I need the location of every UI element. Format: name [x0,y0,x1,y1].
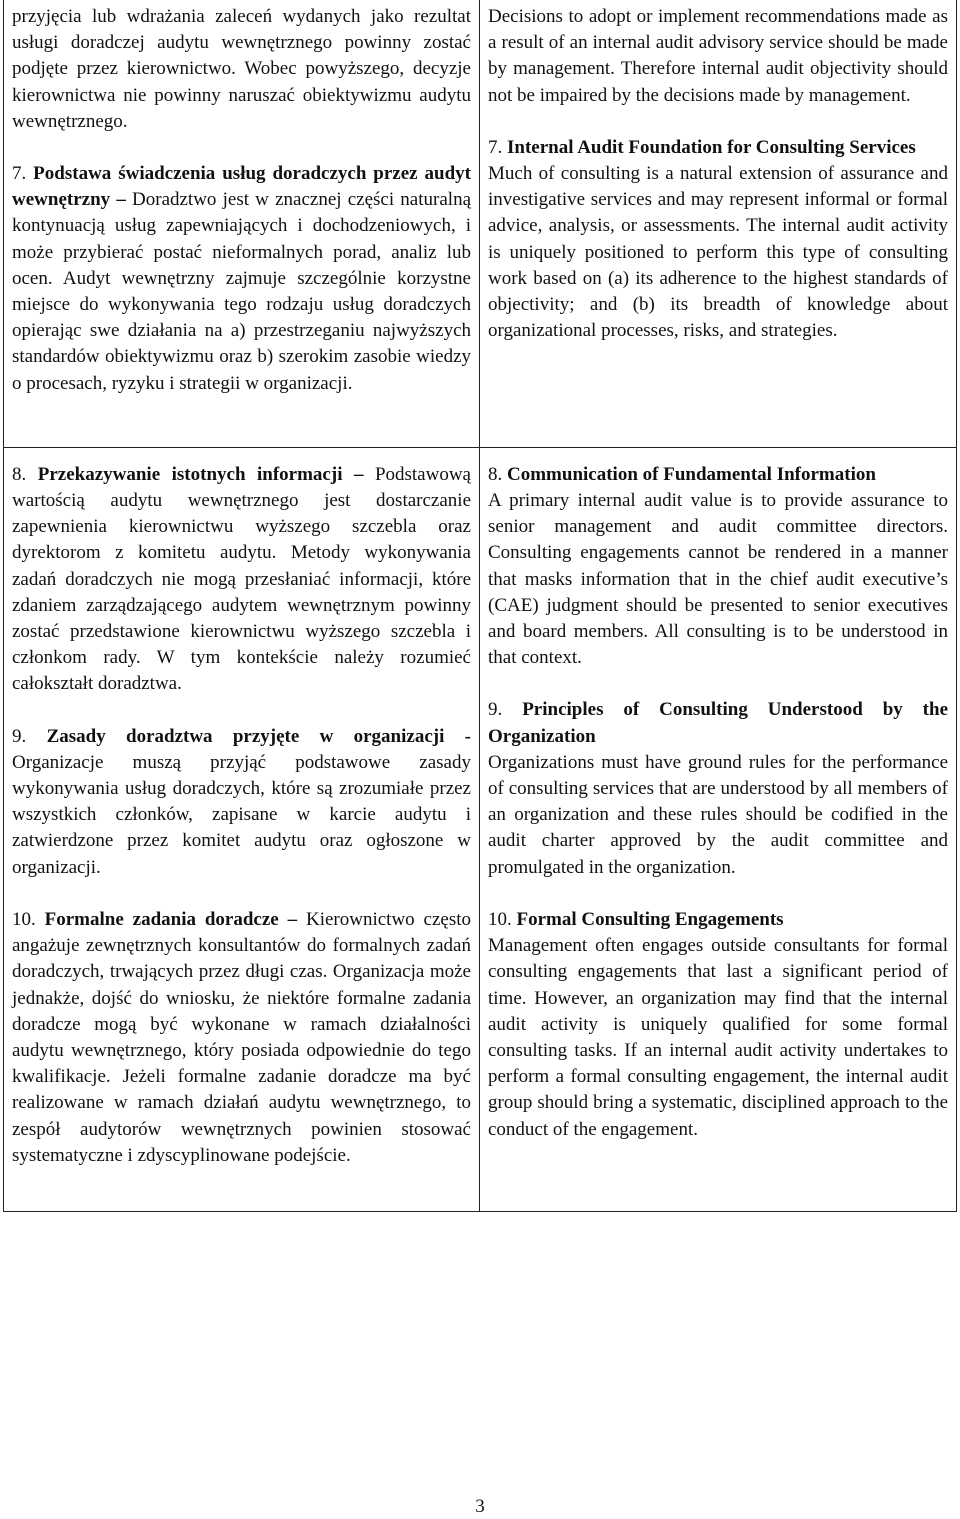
section-heading: Communication of Fundamental Information [507,463,876,485]
section-heading: Formal Consulting Engagements [516,908,784,930]
english-cell [480,447,957,1211]
section-8-en [488,462,948,672]
page-number: 3 [475,1496,485,1517]
bilingual-table [3,0,957,1212]
paragraph-body: A primary internal audit value is to provide assurance to senior management and audit committee directors. Consulting engagements cannot be rendered in a manner that masks information that in the chief audit executive’s (CAE) judgment should be presented to senior executives and board members. All consulting is to be understood in that context. [488,490,948,669]
english-cell [480,0,957,447]
section-heading: Przekazywanie istotnych informacji – [37,463,375,485]
section-number: 10. [488,908,517,930]
paragraph-body: Much of consulting is a natural extension of assurance and investigative services and may represent informal or formal advice, analysis, or assessments. The internal audit activity is uniquely positioned to perform this type of consulting work based on (a) its adherence to the highest standards of objectivity; and (b) its breadth of knowledge about organizational processes, risks, and strategies. [488,163,948,342]
polish-cell [4,447,480,1211]
section-heading: Formalne zadania doradcze – [44,908,306,930]
paragraph-body: Organizations must have ground rules for the performance of consulting services that are understood by all members of an organization and these rules should be codified in the audit charter approved by the audit committee and promulgated in the organization. [488,751,948,878]
section-heading: Zasady doradztwa przyjęte w organizacji - [46,725,472,747]
section-number: 8. [488,463,507,485]
section-10-pl [12,907,471,1169]
section-number: 7. [12,163,34,185]
paragraph-body: Management often engages outside consultants for formal consulting engagements that last a significant period of time. However, an organization may find that the internal audit activity is uniquely qualified for some formal consulting tasks. If an internal audit activity undertakes to perform a formal consulting engagement, the internal audit group should bring a systematic, disciplined approach to the conduct of the engagement. [488,935,948,1140]
polish-cell [4,0,480,447]
section-heading: Principles of Consulting Understood by the Organization [488,699,949,747]
paragraph-body: przyjęcia lub wdrażania zaleceń wydanych jako rezultat usługi doradczej audytu wewnętrznego powinny zostać podjęte przez kierownictwo. Wobec powyższego, decyzje kierownictwa nie powinny naruszać obiektywizmu audytu wewnętrznego. [12,6,471,132]
paragraph-body: Doradztwo jest w znacznej części naturalną kontynuacją usług zapewniających i dochodzeniowych, i może przybierać postać nieformalnych porad, analiz lub ocen. Audyt wewnętrzny zajmuje szczególnie korzystne miejsce do wykonywania tego rodzaju usług doradczych opierając swe działania na a) przestrzeganiu najwyższych standardów obiektywizmu oraz b) szerokim zasobie wiedzy o procesach, ryzyku i strategii w organizacji. [12,189,471,394]
section-10-en [488,907,948,1143]
section-8-pl [12,462,471,698]
paragraph-body: Podstawową wartością audytu wewnętrznego jest dostarczanie zapewnienia kierownictwu wyższego szczebla oraz dyrektorom z komitetu audytu. Metody wykonywania zadań doradczych nie mogą przesłaniać informacji, które zdaniem zarządzającego audytem wewnętrznym powinny zostać przedstawione kierownictwu wyższego szczebla i członkom rady. W tym kontekście należy rozumieć całokształt doradztwa. [12,463,471,695]
section-heading: Podstawa świadczenia usług doradczych przez audyt wewnętrzny – [12,163,471,211]
paragraph-body: Kierownictwo często angażuje zewnętrznych konsultantów do formalnych zadań doradczych, trwających przez długi czas. Organizacja może jednakże, dojść do wniosku, że niektóre formalne zadania doradcze mogą być wykonane w ramach działalności audytu wewnętrznego, który posiada odpowiednie do tego kwalifikacje. Jeżeli formalne zadanie doradcze ma być realizowane w ramach działań audytu wewnętrznego, to zespół audytorów wewnętrznych powinien stosować systematyczne i zdyscyplinowane podejście. [12,908,472,1166]
paragraph-body: Organizacje muszą przyjąć podstawowe zasady wykonywania usług doradczych, które są zrozumiałe przez wszystkich członków, zapisane w karcie audytu i zatwierdzone przez komitet audytu oraz ogłoszone w organizacji. [12,751,471,878]
section-7-pl [12,161,471,397]
paragraph [488,4,948,109]
section-7-en [488,135,948,345]
section-9-pl [12,724,471,881]
section-number: 7. [488,136,507,158]
section-number: 10. [12,908,45,930]
table-row [4,447,957,1211]
paragraph-body: Decisions to adopt or implement recommendations made as a result of an internal audit advisory service should be made by management. Therefore internal audit objectivity should not be impaired by the decisions made by management. [488,6,948,106]
table-row [4,0,957,447]
section-9-en [488,697,948,880]
paragraph [12,4,471,135]
section-heading: Internal Audit Foundation for Consulting Services [507,136,916,158]
section-number: 8. [12,463,38,485]
section-number: 9. [12,725,47,747]
section-number: 9. [488,699,523,721]
